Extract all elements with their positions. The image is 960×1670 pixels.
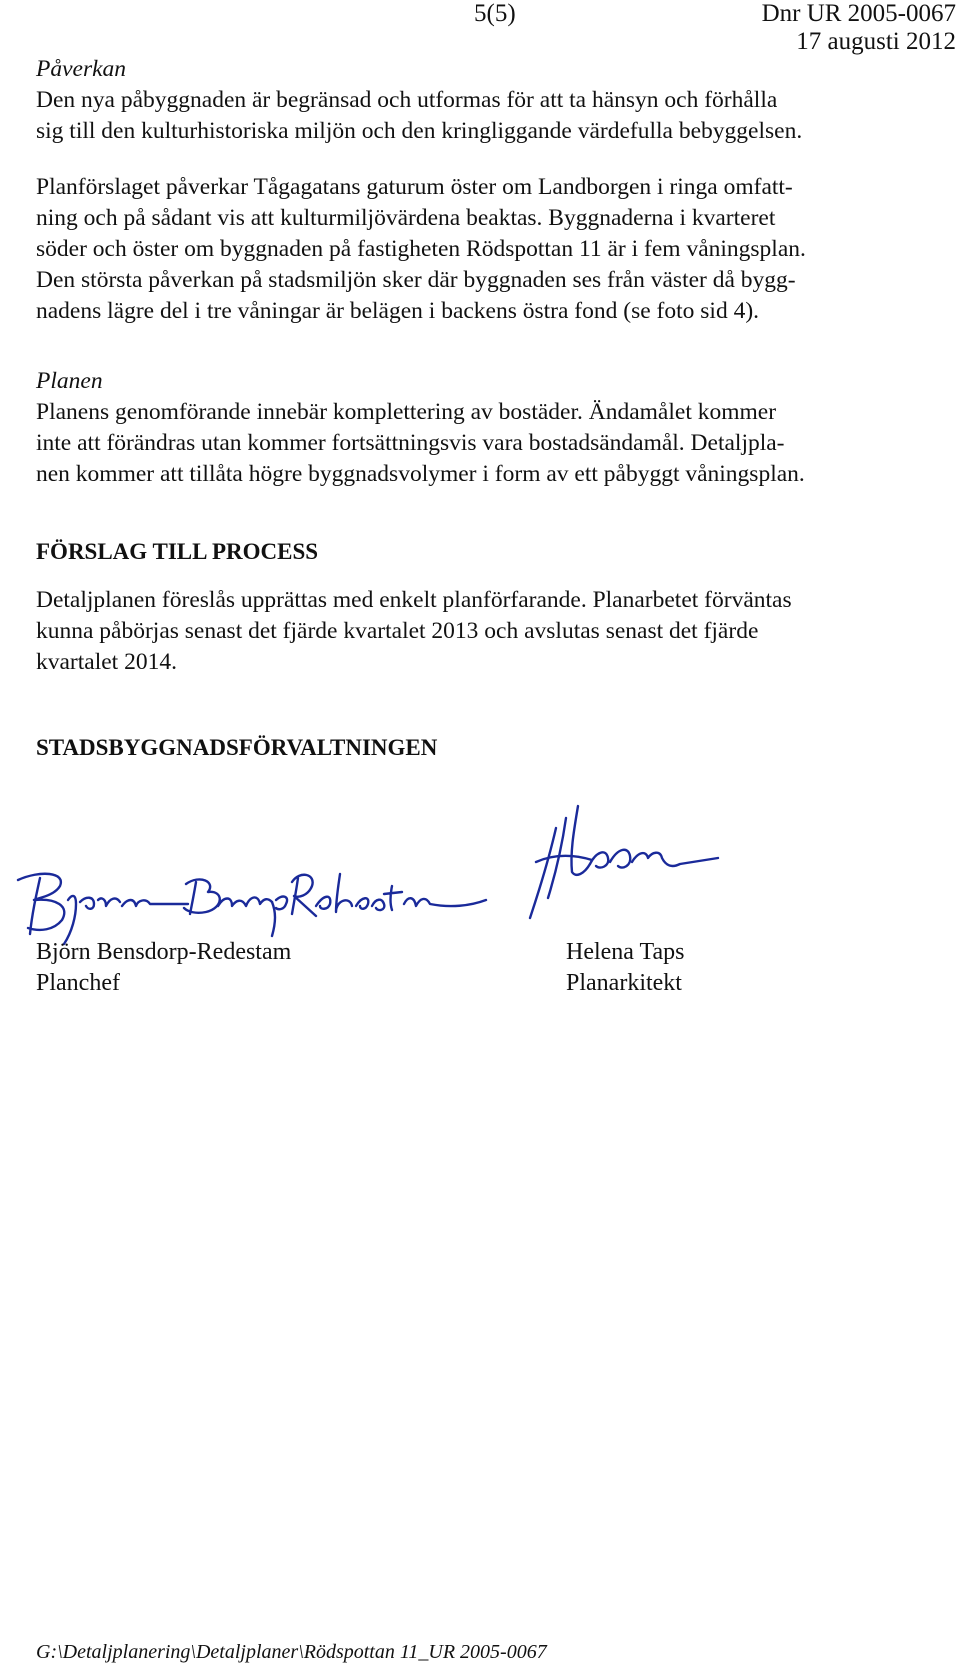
paragraph-line: Planens genomförande innebär komplettering av bostäder. Ändamålet kommer bbox=[36, 399, 777, 425]
section-paverkan bbox=[36, 54, 951, 147]
page-number: 5(5) bbox=[474, 0, 516, 27]
paragraph-line: Den största påverkan på stadsmiljön sker där byggnaden ses från väster då bygg- bbox=[36, 267, 796, 293]
signatory-name: Björn Bensdorp-Redestam bbox=[36, 939, 292, 965]
paragraph-process bbox=[36, 585, 951, 678]
document-date: 17 augusti 2012 bbox=[796, 28, 956, 55]
office-heading: STADSBYGGNADSFÖRVALTNINGEN bbox=[36, 735, 438, 760]
paragraph-paverkan-2 bbox=[36, 172, 951, 327]
paragraph-line: söder och öster om byggnaden på fastigheten Rödspottan 11 är i fem våningsplan. bbox=[36, 236, 806, 262]
paragraph-line: sig till den kulturhistoriska miljön och den kringliggande värdefulla bebyggelsen. bbox=[36, 118, 803, 144]
section-process bbox=[36, 537, 951, 567]
paragraph-line: Detaljplanen föreslås upprättas med enkelt planförfarande. Planarbetet förväntas bbox=[36, 587, 792, 613]
paragraph-line: ning och på sådant vis att kulturmiljövärdena beaktas. Byggnaderna i kvarteret bbox=[36, 205, 776, 231]
paragraph-line: kunna påbörjas senast det fjärde kvartalet 2013 och avslutas senast det fjärde bbox=[36, 618, 759, 644]
section-title-planen: Planen bbox=[36, 368, 103, 394]
signatory-title: Planchef bbox=[36, 970, 120, 996]
paragraph-line: Planförslaget påverkar Tågagatans gaturum öster om Landborgen i ringa omfatt- bbox=[36, 174, 793, 200]
paragraph-line: nadens lägre del i tre våningar är belägen i backens östra fond (se foto sid 4). bbox=[36, 298, 760, 324]
signatory-title: Planarkitekt bbox=[566, 970, 682, 996]
paragraph-line: nen kommer att tillåta högre byggnadsvolymer i form av ett påbyggt våningsplan. bbox=[36, 461, 805, 487]
paragraph-line: kvartalet 2014. bbox=[36, 649, 177, 675]
signature-block-planarkitekt bbox=[566, 937, 685, 999]
signature-helena-image bbox=[520, 800, 730, 925]
section-planen bbox=[36, 366, 951, 490]
paragraph-line: Den nya påbyggnaden är begränsad och utformas för att ta hänsyn och förhålla bbox=[36, 87, 778, 113]
footer-file-path: G:\Detaljplanering\Detaljplaner\Rödspottan 11_UR 2005-0067 bbox=[36, 1641, 547, 1663]
signatory-name: Helena Taps bbox=[566, 939, 685, 965]
section-heading-process: FÖRSLAG TILL PROCESS bbox=[36, 539, 319, 564]
signature-block-planchef bbox=[36, 937, 291, 999]
section-office bbox=[36, 733, 951, 763]
paragraph-line: inte att förändras utan kommer fortsättningsvis vara bostadsändamål. Detaljpla- bbox=[36, 430, 785, 456]
document-reference: Dnr UR 2005-0067 bbox=[761, 0, 956, 27]
section-title-paverkan: Påverkan bbox=[36, 56, 127, 82]
